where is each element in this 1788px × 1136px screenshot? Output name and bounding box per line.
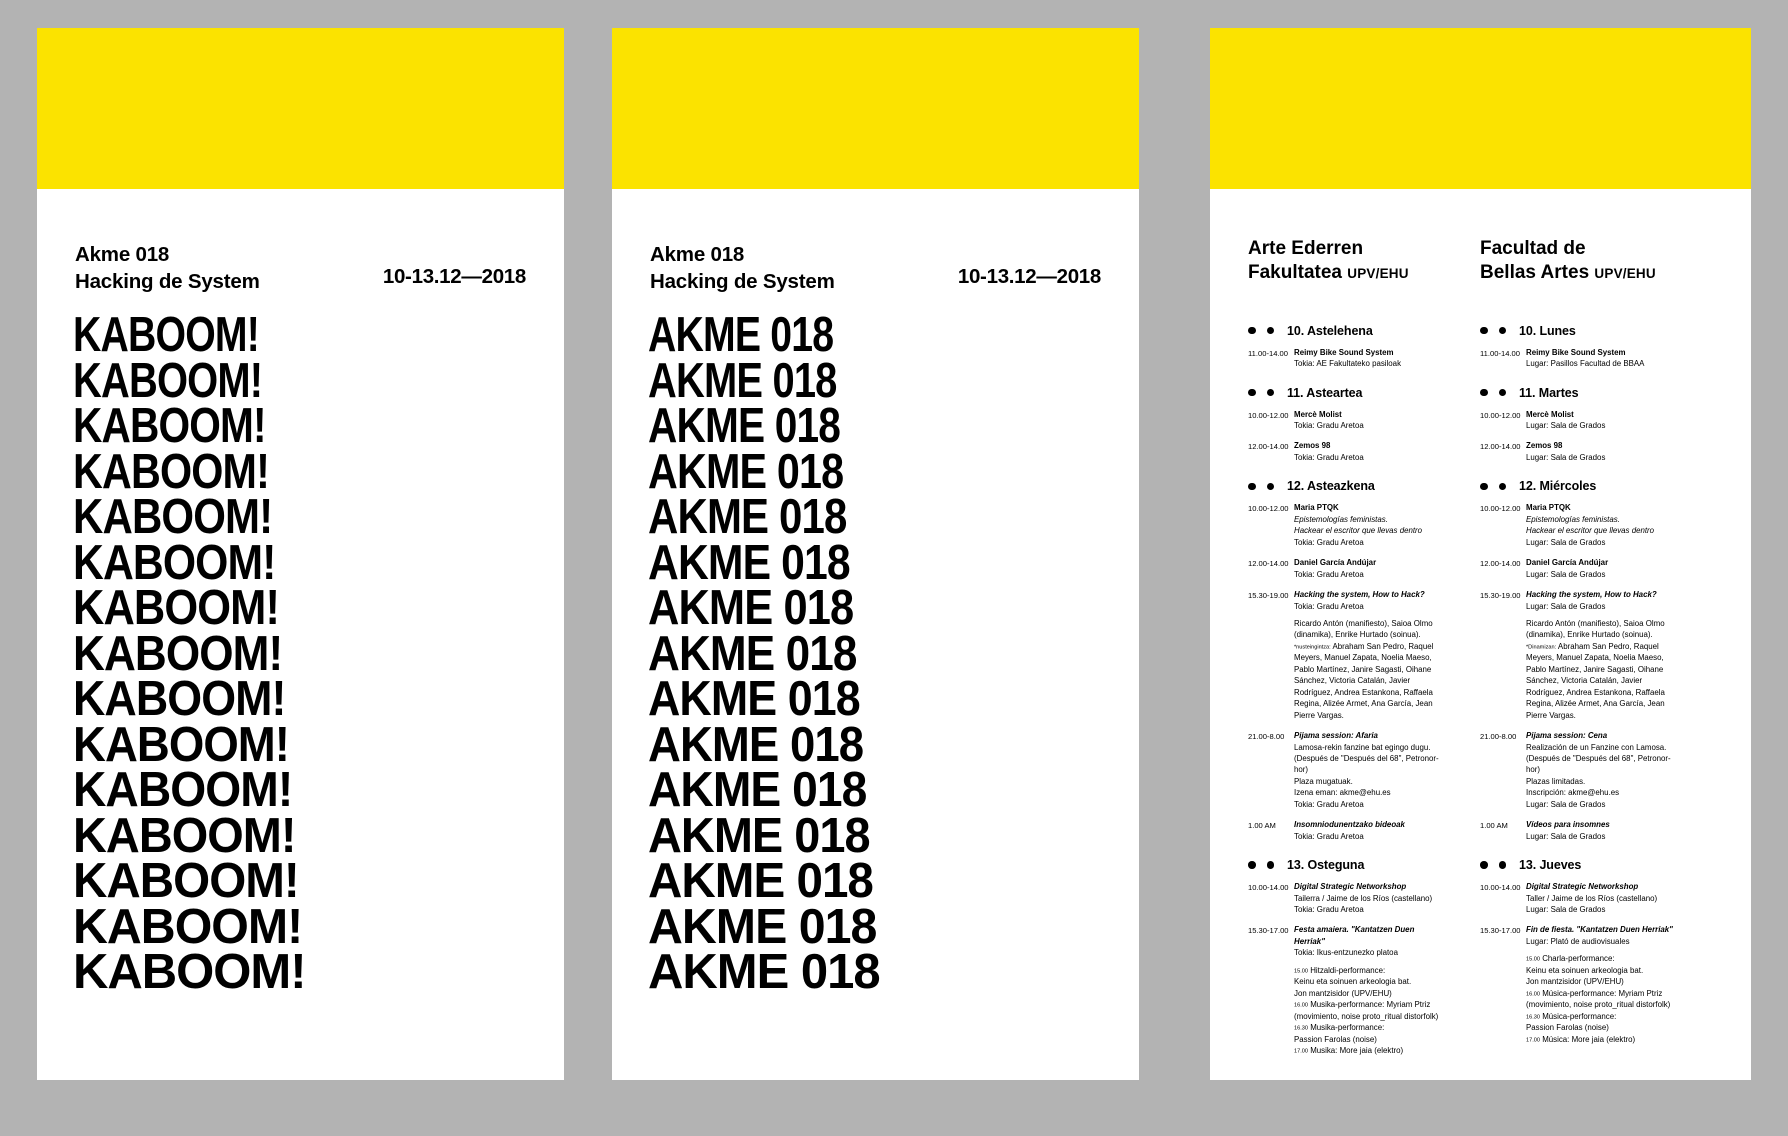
event-body <box>1294 347 1444 370</box>
type-line: AKME 018 <box>648 945 880 1000</box>
event-body <box>1526 589 1676 721</box>
programme-event <box>1480 589 1676 721</box>
event-title: Maria PTQK <box>1526 503 1571 513</box>
event-detail: Lugar: Sala de Grados <box>1526 905 1606 915</box>
type-line: KABOOM! <box>73 945 306 1000</box>
event-note: Epistemologías feministas. <box>1526 514 1620 524</box>
programme-event <box>1248 557 1444 580</box>
event-body <box>1294 730 1444 810</box>
programme-event <box>1248 819 1444 842</box>
programme-event <box>1248 440 1444 463</box>
event-body <box>1526 409 1676 432</box>
type-line: AKME 018 <box>648 535 850 590</box>
event-title: Digital Strategic Networkshop <box>1526 882 1639 892</box>
day-header <box>1480 479 1676 493</box>
event-credits: Ricardo Antón (manifiesto), Saioa Olmo (dinamika), Enrike Hurtado (soinua). *nusteingintza: Abraham San Pedro, Raquel Meyers, Manuel Zapata, Noelia Maeso, Pablo Martínez, Janire Sagasti, Oihane Sánchez, Victoria Catalán, Javier Rodríguez, Andrea Estankona, Raffaela Regina, Alizée Armet, Ana García, Jean Pierre Vargas. <box>1294 618 1434 720</box>
event-detail: Lugar: Sala de Grados <box>1526 601 1606 611</box>
kaboom-type-stack <box>37 308 564 1000</box>
event-time: 15.30-17.00 <box>1248 926 1289 936</box>
event-title: Zemos 98 <box>1526 441 1563 451</box>
programme-event <box>1248 730 1444 810</box>
programme-event <box>1480 730 1676 810</box>
yellow-band <box>612 28 1139 189</box>
type-line: KABOOM! <box>73 899 303 954</box>
type-line: AKME 018 <box>648 308 834 363</box>
type-line: AKME 018 <box>648 899 877 954</box>
programme-event <box>1480 924 1676 1045</box>
event-detail: Tailerra / Jaime de los Ríos (castellano) <box>1294 893 1433 903</box>
programme-event <box>1480 881 1676 915</box>
event-time: 10.00-12.00 <box>1480 410 1521 420</box>
event-detail: Realización de un Fanzine con Lamosa. <box>1526 742 1667 752</box>
type-line: KABOOM! <box>73 672 286 727</box>
programme-event <box>1480 409 1676 432</box>
event-detail: (Después de "Después del 68", Petronor-hor) <box>1294 753 1439 775</box>
poster-programme <box>1210 28 1751 1080</box>
event-body <box>1526 557 1676 580</box>
bullet-icon <box>1248 483 1256 491</box>
event-body <box>1294 589 1444 721</box>
type-line: AKME 018 <box>648 353 837 408</box>
event-detail: Lamosa-rekin fanzine bat egingo dugu. <box>1294 742 1431 752</box>
event-detail: Lugar: Sala de Grados <box>1526 831 1606 841</box>
event-title: Daniel García Andújar <box>1294 558 1377 568</box>
type-line: KABOOM! <box>73 399 266 454</box>
type-line: KABOOM! <box>73 763 293 818</box>
event-title: Maria PTQK <box>1294 503 1339 513</box>
event-detail: Tokia: Gradu Aretoa <box>1294 420 1364 430</box>
day-header <box>1248 386 1444 400</box>
programme-event <box>1248 409 1444 432</box>
programme-column-es <box>1480 324 1676 1066</box>
type-line: KABOOM! <box>73 490 273 545</box>
programme-event <box>1248 589 1444 721</box>
event-detail: Lugar: Pasillos Facultad de BBAA <box>1526 359 1645 369</box>
event-time: 15.30-19.00 <box>1248 591 1289 601</box>
type-line: KABOOM! <box>73 308 260 363</box>
faculty-acronym-es: UPV/EHU <box>1594 266 1656 282</box>
programme-event <box>1248 502 1444 548</box>
type-line: KABOOM! <box>73 808 296 863</box>
event-detail: Tokia: Gradu Aretoa <box>1294 905 1364 915</box>
poster-akme <box>612 28 1139 1080</box>
event-body <box>1294 881 1444 915</box>
event-body <box>1294 502 1444 548</box>
bullet-icon <box>1267 861 1275 869</box>
event-title: Fin de fiesta. "Kantatzen Duen Herriak" <box>1526 925 1673 935</box>
type-line: AKME 018 <box>648 808 870 863</box>
event-detail: Taller / Jaime de los Ríos (castellano) <box>1526 893 1658 903</box>
poster-dates: 10-13.12—2018 <box>957 265 1101 288</box>
poster-header <box>37 189 564 295</box>
poster-dates: 10-13.12—2018 <box>382 265 526 288</box>
event-detail: Tokia: Gradu Aretoa <box>1294 601 1364 611</box>
event-body <box>1294 557 1444 580</box>
yellow-band <box>1210 28 1751 189</box>
event-title: Zemos 98 <box>1294 441 1331 451</box>
event-body <box>1526 924 1676 1045</box>
poster-subtitle: Hacking de System <box>650 270 835 294</box>
poster-title: Akme 018 <box>75 243 170 266</box>
event-title: Mercè Molist <box>1294 409 1342 419</box>
event-detail: Plaza mugatuak. <box>1294 776 1353 786</box>
programme-event <box>1248 347 1444 370</box>
bullet-icon <box>1267 389 1275 397</box>
bullet-icon <box>1480 389 1488 397</box>
event-title: Vídeos para insomnes <box>1526 820 1610 830</box>
programme-titles <box>1248 189 1713 286</box>
bullet-icon <box>1499 483 1507 491</box>
event-time: 10.00-12.00 <box>1480 504 1521 514</box>
event-time: 11.00-14.00 <box>1248 348 1288 358</box>
event-detail: Tokia: Gradu Aretoa <box>1294 831 1364 841</box>
programme-event <box>1480 347 1676 370</box>
type-line: AKME 018 <box>648 581 854 636</box>
event-credits: Ricardo Antón (manifiesto), Saioa Olmo (dinamika), Enrike Hurtado (soinua). *Dinamizan: Abraham San Pedro, Raquel Meyers, Manuel Zapata, Noelia Maeso, Pablo Martínez, Janire Sagasti, Oihane Sánchez, Victoria Catalán, Javier Rodríguez, Andrea Estankona, Raffaela Regina, Alizée Armet, Ana García, Jean Pierre Vargas. <box>1526 618 1665 720</box>
bullet-icon <box>1480 861 1488 869</box>
event-title: Pijama session: Afaria <box>1294 731 1378 741</box>
yellow-band <box>37 28 564 189</box>
bullet-icon <box>1480 327 1488 335</box>
event-detail: Tokia: AE Fakultateko pasiloak <box>1294 359 1402 369</box>
event-detail: Lugar: Sala de Grados <box>1526 799 1606 809</box>
day-label: 10. Astelehena <box>1287 323 1373 338</box>
day-header <box>1248 858 1444 872</box>
event-detail: Tokia: Ikus-entzunezko platoa <box>1294 948 1398 958</box>
event-title: Digital Strategic Networkshop <box>1294 882 1407 892</box>
event-body <box>1526 502 1676 548</box>
type-line: KABOOM! <box>73 444 270 499</box>
day-label: 13. Osteguna <box>1287 858 1365 873</box>
bullet-icon <box>1267 483 1275 491</box>
event-title: Mercè Molist <box>1526 409 1574 419</box>
event-time: 12.00-14.00 <box>1248 442 1289 452</box>
poster-title: Akme 018 <box>650 243 745 266</box>
event-body <box>1526 347 1676 370</box>
event-time: 10.00-14.00 <box>1480 883 1521 893</box>
poster-title-block <box>75 241 260 295</box>
type-line: KABOOM! <box>73 854 299 909</box>
event-title: Festa amaiera. "Kantatzen Duen Herriak" <box>1294 925 1415 946</box>
faculty-title-eu: Arte Ederren Fakultatea UPV/EHU <box>1248 238 1409 284</box>
faculty-acronym-eu: UPV/EHU <box>1347 266 1409 282</box>
event-time: 15.30-17.00 <box>1480 926 1521 936</box>
event-time: 10.00-12.00 <box>1248 504 1289 514</box>
day-header <box>1480 386 1676 400</box>
event-time: 12.00-14.00 <box>1480 559 1521 569</box>
programme-event <box>1248 881 1444 915</box>
event-detail: Lugar: Sala de Grados <box>1526 452 1606 462</box>
event-body <box>1526 819 1676 842</box>
type-line: AKME 018 <box>648 444 844 499</box>
day-label: 10. Lunes <box>1519 323 1576 338</box>
bullet-icon <box>1499 861 1507 869</box>
event-body <box>1294 924 1444 1056</box>
event-detail: Tokia: Gradu Aretoa <box>1294 537 1364 547</box>
event-note: Epistemologías feministas. <box>1294 514 1388 524</box>
day-header <box>1480 324 1676 338</box>
event-body <box>1526 881 1676 915</box>
event-time: 10.00-14.00 <box>1248 883 1289 893</box>
event-title: Pijama session: Cena <box>1526 731 1608 741</box>
event-time: 12.00-14.00 <box>1248 559 1289 569</box>
event-time: 1.00 AM <box>1480 821 1508 831</box>
event-title: Hacking the system, How to Hack? <box>1294 590 1425 600</box>
bullet-icon <box>1499 327 1507 335</box>
day-label: 11. Asteartea <box>1287 385 1363 400</box>
day-label: 11. Martes <box>1519 385 1579 400</box>
type-line: KABOOM! <box>73 717 290 772</box>
day-label: 12. Miércoles <box>1519 479 1597 494</box>
day-header <box>1248 479 1444 493</box>
event-time: 12.00-14.00 <box>1480 442 1521 452</box>
akme-type-stack <box>612 308 1139 1000</box>
type-line: KABOOM! <box>73 626 283 681</box>
bullet-icon <box>1480 483 1488 491</box>
type-line: KABOOM! <box>73 535 276 590</box>
type-line: AKME 018 <box>648 717 864 772</box>
event-time: 1.00 AM <box>1248 821 1276 831</box>
event-note: Hackear el escritor que llevas dentro <box>1294 526 1423 536</box>
programme-column-eu <box>1248 324 1444 1066</box>
day-header <box>1248 324 1444 338</box>
type-line: AKME 018 <box>648 399 841 454</box>
event-body <box>1294 819 1444 842</box>
poster-header <box>612 189 1139 295</box>
event-detail: Izena eman: akme@ehu.es <box>1294 788 1391 798</box>
poster-title-block <box>650 241 835 295</box>
bullet-icon <box>1248 327 1256 335</box>
day-label: 13. Jueves <box>1519 858 1582 873</box>
type-line: AKME 018 <box>648 854 873 909</box>
event-time: 21.00-8.00 <box>1480 732 1517 742</box>
day-label: 12. Asteazkena <box>1287 479 1375 494</box>
event-detail: Lugar: Sala de Grados <box>1526 420 1606 430</box>
type-line: KABOOM! <box>73 581 280 636</box>
day-header <box>1480 858 1676 872</box>
event-detail: Tokia: Gradu Aretoa <box>1294 452 1364 462</box>
bullet-icon <box>1248 861 1256 869</box>
event-detail: (Después de "Después del 68", Petronor-hor) <box>1526 753 1671 775</box>
event-body <box>1294 440 1444 463</box>
event-timeline: 15.00 Charla-performance: Keinu eta soinuen arkeologia bat. Jon mantzisidor (UPV/EHU) 16.00 Música-performance: Myriam Ptriz (movimiento, noise proto_ritual distorfolk) 16.30 Música-performance: Passion Farolas (noise) 17.00 Música: More jaia (elektro) <box>1526 954 1671 1044</box>
event-time: 11.00-14.00 <box>1480 348 1520 358</box>
event-detail: Plazas limitadas. <box>1526 776 1586 786</box>
programme-columns <box>1248 324 1713 1066</box>
programme-event <box>1480 440 1676 463</box>
event-title: Insomniodunentzako bideoak <box>1294 820 1405 830</box>
event-timeline: 15.00 Hitzaldi-performance: Keinu eta soinuen arkeologia bat. Jon mantzisidor (UPV/EHU) 16.00 Musika-performance: Myriam Ptriz (movimiento, noise proto_ritual distorfolk) 16.30 Musika-performance: Passion Farolas (noise) 17.00 Musika: More jaia (elektro) <box>1294 965 1439 1056</box>
event-time: 15.30-19.00 <box>1480 591 1521 601</box>
event-detail: Lugar: Plató de audiovisuales <box>1526 936 1630 946</box>
event-title: Hacking the system, How to Hack? <box>1526 590 1657 600</box>
type-line: KABOOM! <box>73 353 263 408</box>
event-detail: Inscripción: akme@ehu.es <box>1526 788 1620 798</box>
programme-event <box>1480 819 1676 842</box>
event-detail: Tokia: Gradu Aretoa <box>1294 799 1364 809</box>
poster-kaboom <box>37 28 564 1080</box>
event-detail: Lugar: Sala de Grados <box>1526 537 1606 547</box>
event-note: Hackear el escritor que llevas dentro <box>1526 526 1655 536</box>
type-line: AKME 018 <box>648 490 847 545</box>
event-title: Reimy Bike Sound System <box>1526 347 1626 357</box>
bullet-icon <box>1267 327 1275 335</box>
type-line: AKME 018 <box>648 626 857 681</box>
programme-event <box>1248 924 1444 1056</box>
event-time: 21.00-8.00 <box>1248 732 1285 742</box>
event-time: 10.00-12.00 <box>1248 410 1289 420</box>
programme-event <box>1480 557 1676 580</box>
poster-subtitle: Hacking de System <box>75 270 260 294</box>
bullet-icon <box>1499 389 1507 397</box>
event-body <box>1526 730 1676 810</box>
programme-body <box>1210 189 1751 1065</box>
event-detail: Lugar: Sala de Grados <box>1526 569 1606 579</box>
type-line: AKME 018 <box>648 672 860 727</box>
event-body <box>1294 409 1444 432</box>
event-title: Reimy Bike Sound System <box>1294 347 1394 357</box>
event-detail: Tokia: Gradu Aretoa <box>1294 569 1364 579</box>
faculty-title-es: Facultad de Bellas Artes UPV/EHU <box>1480 238 1656 284</box>
event-title: Daniel García Andújar <box>1526 558 1609 568</box>
programme-event <box>1480 502 1676 548</box>
event-body <box>1526 440 1676 463</box>
type-line: AKME 018 <box>648 763 867 818</box>
bullet-icon <box>1248 389 1256 397</box>
